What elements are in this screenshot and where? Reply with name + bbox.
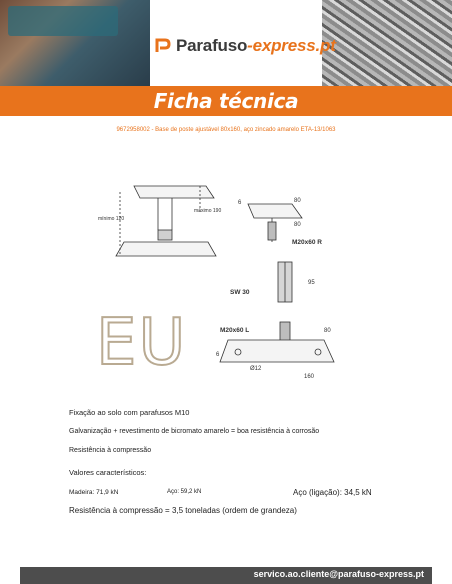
footer-bar — [20, 567, 432, 584]
screws-photo — [322, 0, 452, 86]
value-steel: Aço: 59,2 kN — [167, 489, 202, 495]
sw-label: SW 30 — [230, 289, 250, 296]
dim-6a: 6 — [238, 200, 242, 206]
logo-text: Parafuso-express.pt — [176, 36, 336, 55]
dim-80c: 80 — [324, 328, 331, 334]
hex-sleeve — [278, 262, 292, 302]
thread-l: M20x60 L — [220, 327, 250, 334]
value-steel-bond: Aço (ligação): 34,5 kN — [293, 488, 372, 497]
label-max: máximo 190 — [194, 208, 222, 214]
dim-160: 160 — [304, 374, 315, 380]
toolbox-image — [8, 6, 118, 36]
value-compression: Resistência à compressão = 3,5 toneladas (ordem de grandeza) — [69, 506, 297, 515]
hero-banner — [0, 0, 452, 86]
logo[interactable] — [154, 36, 336, 56]
page-title: Ficha técnica — [153, 89, 299, 113]
spec-compression: Resistência à compressão — [69, 447, 152, 454]
spec-fixation: Fixação ao solo com parafusos M10 — [69, 408, 190, 417]
eu-mark: EU — [96, 306, 188, 380]
tools-photo — [0, 0, 150, 86]
title-banner — [0, 86, 452, 116]
post-base-assembly — [116, 186, 216, 256]
hole-label: Ø12 — [250, 366, 262, 372]
values-title: Valores característicos: — [69, 468, 147, 477]
dim-80b: 80 — [294, 222, 301, 228]
label-min: mínimo 120 — [98, 216, 125, 222]
product-subtitle: 9672958002 - Base de poste ajustável 80x160, aço zincado amarelo ETA-13/1063 — [116, 127, 336, 133]
value-wood: Madeira: 71,9 kN — [69, 489, 119, 496]
thread-r: M20x60 R — [292, 239, 322, 246]
spec-coating: Galvanização + revestimento de bicromato amarelo = boa resistência à corrosão — [69, 428, 320, 435]
dim-80a: 80 — [294, 198, 301, 204]
logo-icon — [154, 37, 172, 55]
dim-95: 95 — [308, 280, 315, 286]
footer-email[interactable]: servico.ao.cliente@parafuso-express.pt — [253, 569, 424, 579]
dim-6b: 6 — [216, 352, 220, 358]
